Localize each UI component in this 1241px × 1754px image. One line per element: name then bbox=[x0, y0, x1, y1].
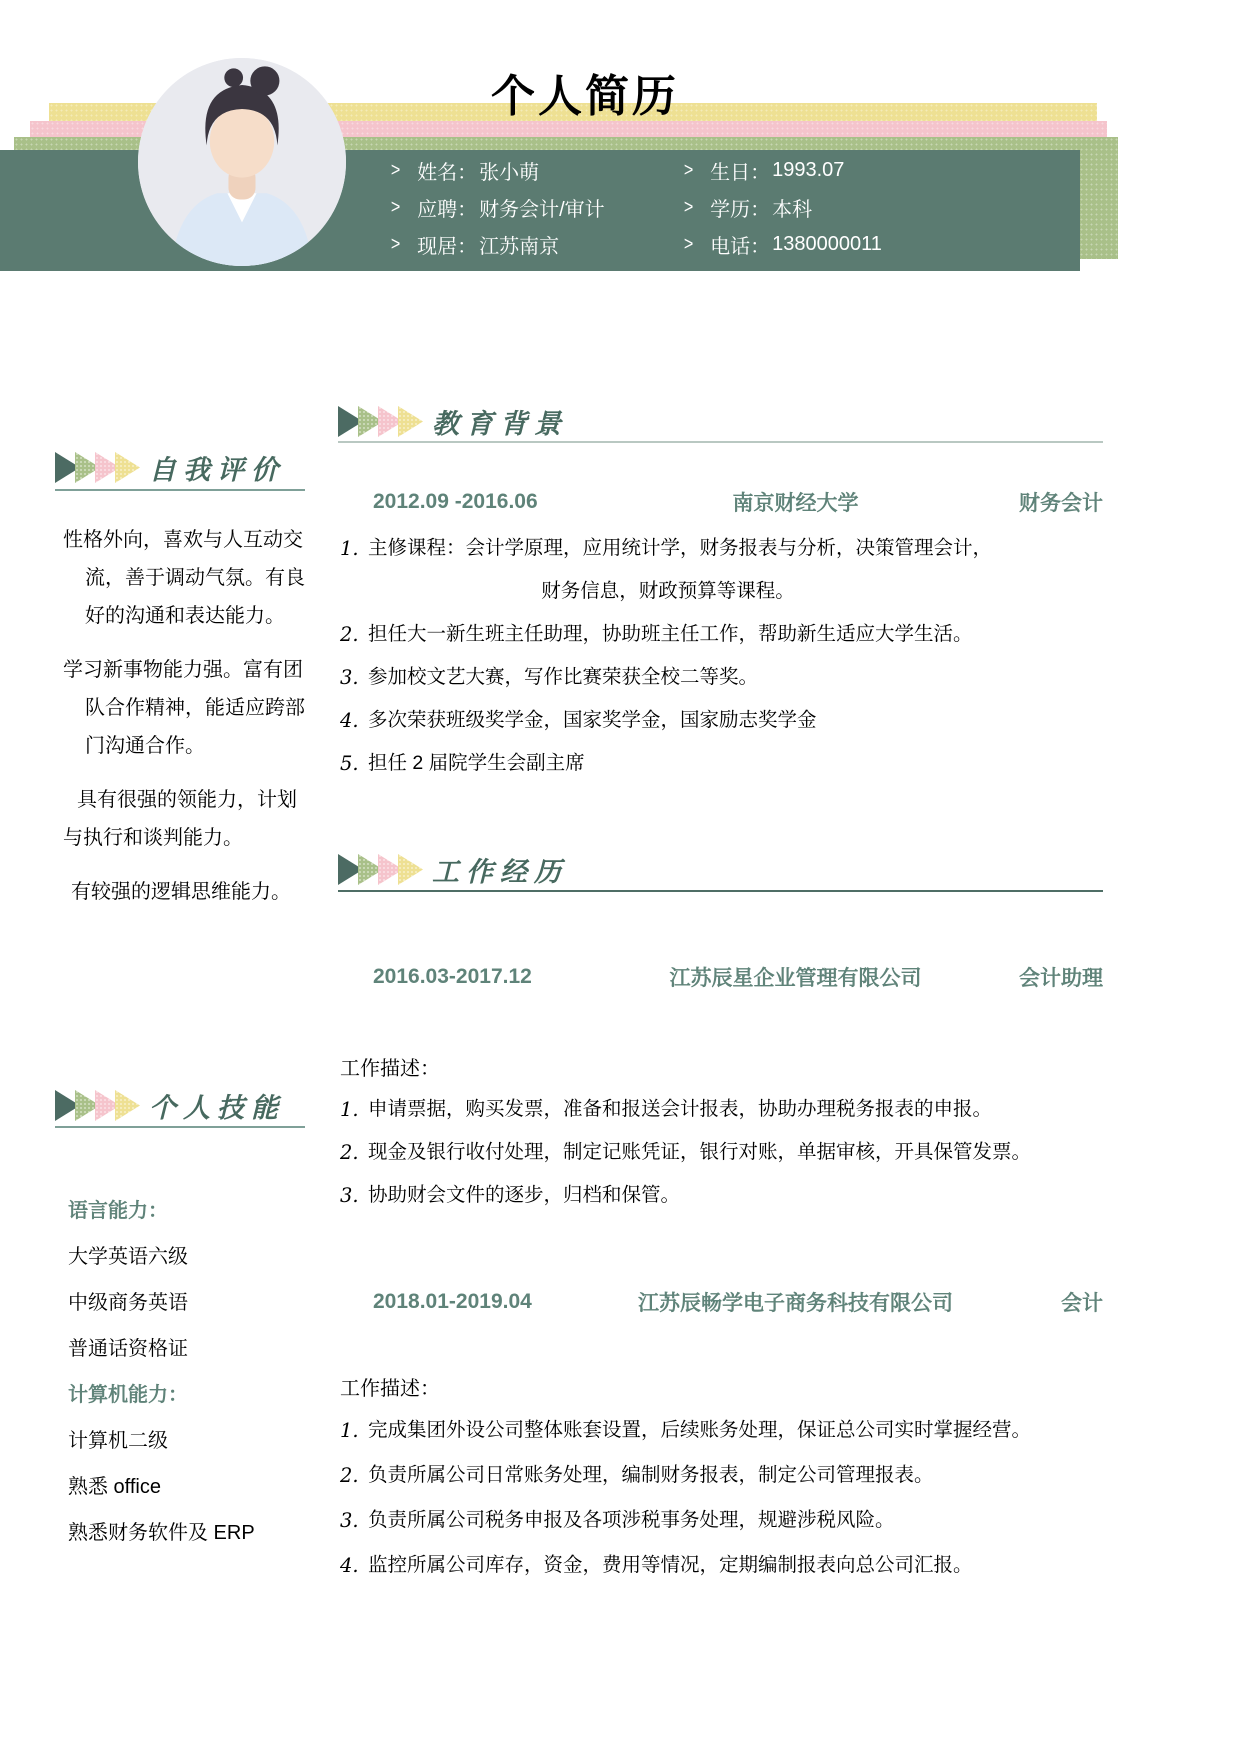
chevron-right-icon: > bbox=[390, 196, 401, 218]
item-text: 监控所属公司库存，资金，费用等情况，定期编制报表向总公司汇报。 bbox=[368, 1554, 973, 1576]
chevron-right-icon: > bbox=[683, 196, 694, 218]
item-number: 5. bbox=[340, 752, 359, 775]
info-label: 学历： bbox=[710, 199, 771, 221]
section-divider bbox=[55, 1126, 305, 1128]
item-number: 1. bbox=[340, 1098, 359, 1121]
list-item bbox=[340, 1453, 1108, 1498]
section-header-education bbox=[338, 402, 568, 441]
job1-meta-row bbox=[340, 962, 1103, 992]
education-major: 财务会计 bbox=[1019, 492, 1103, 515]
item-text: 协助财会文件的逐步，归档和保管。 bbox=[368, 1184, 681, 1206]
section-title: 个人技能 bbox=[149, 1093, 285, 1124]
portrait-photo-icon bbox=[138, 58, 346, 266]
item-text bbox=[368, 527, 1108, 613]
info-label: 现居： bbox=[417, 236, 478, 258]
section-divider bbox=[55, 489, 305, 491]
item-number: 2. bbox=[340, 1464, 359, 1487]
education-item-list bbox=[340, 527, 1108, 785]
skill-group-heading: 计算机能力： bbox=[68, 1384, 188, 1406]
chevron-right-icon: > bbox=[390, 159, 401, 181]
info-value: 1993.07 bbox=[772, 159, 845, 181]
section-title: 教育背景 bbox=[432, 409, 568, 440]
item-text: 参加校文艺大赛，写作比赛荣获全校二等奖。 bbox=[368, 666, 759, 688]
paragraph: 学习新事物能力强。富有团队合作精神，能适应跨部门沟通合作。 bbox=[63, 659, 305, 757]
job-company: 江苏辰星企业管理有限公司 bbox=[669, 967, 922, 990]
paragraph: 性格外向，喜欢与人互动交流，善于调动气氛。有良好的沟通和表达能力。 bbox=[63, 529, 305, 627]
info-value: 江苏南京 bbox=[479, 236, 560, 258]
item-text: 完成集团外设公司整体账套设置，后续账务处理，保证总公司实时掌握经营。 bbox=[368, 1419, 1032, 1441]
info-row-birthday bbox=[683, 152, 983, 189]
item-number: 3. bbox=[340, 1509, 359, 1532]
job1-description-label: 工作描述： bbox=[340, 1058, 440, 1080]
page-title: 个人简历 bbox=[491, 72, 679, 121]
item-text: 负责所属公司日常账务处理，编制财务报表，制定公司管理报表。 bbox=[368, 1464, 934, 1486]
item-text: 申请票据，购买发票，准备和报送会计报表，协助办理税务报表的申报。 bbox=[368, 1098, 993, 1120]
list-item bbox=[340, 656, 1108, 699]
info-row-phone bbox=[683, 226, 983, 263]
section-divider bbox=[338, 890, 1103, 892]
item-text: 多次荣获班级奖学金，国家奖学金，国家励志奖学金 bbox=[368, 709, 817, 731]
skill-item: 大学英语六级 bbox=[68, 1246, 188, 1268]
chevron-right-icon: > bbox=[390, 233, 401, 255]
list-item bbox=[340, 613, 1108, 656]
item-text: 现金及银行收付处理，制定记账凭证，银行对账，单据审核，开具保管发票。 bbox=[368, 1141, 1032, 1163]
list-item bbox=[340, 1088, 1108, 1131]
info-row-degree bbox=[683, 189, 983, 226]
job-company: 江苏辰畅学电子商务科技有限公司 bbox=[638, 1292, 953, 1315]
skill-item: 普通话资格证 bbox=[68, 1338, 188, 1360]
section-header-skills bbox=[55, 1086, 285, 1125]
skills-list bbox=[68, 1188, 318, 1556]
education-school: 南京财经大学 bbox=[732, 492, 859, 515]
skill-item: 熟悉财务软件及 ERP bbox=[68, 1522, 255, 1544]
paragraph: 具有很强的领能力，计划与执行和谈判能力。 bbox=[63, 789, 297, 849]
list-item bbox=[340, 527, 1108, 613]
info-row-name bbox=[390, 152, 670, 189]
avatar bbox=[138, 58, 346, 266]
item-number: 3. bbox=[340, 1184, 359, 1207]
skill-group-heading: 语言能力： bbox=[68, 1200, 168, 1222]
skill-item: 计算机二级 bbox=[68, 1430, 168, 1452]
job-role: 会计 bbox=[1061, 1292, 1103, 1315]
info-label: 应聘： bbox=[417, 199, 478, 221]
item-text: 担任 2 届院学生会副主席 bbox=[368, 752, 585, 774]
job2-item-list bbox=[340, 1408, 1108, 1588]
job-role: 会计助理 bbox=[1019, 967, 1103, 990]
education-meta-row bbox=[340, 487, 1103, 517]
info-label: 电话： bbox=[710, 236, 771, 258]
triangle-icon bbox=[115, 1090, 140, 1121]
skill-item: 中级商务英语 bbox=[68, 1292, 188, 1314]
chevron-right-icon: > bbox=[683, 159, 694, 181]
item-text-line1: 主修课程：会计学原理，应用统计学，财务报表与分析，决策管理会计， bbox=[368, 537, 993, 559]
item-text-line2: 财务信息，财政预算等课程。 bbox=[541, 580, 795, 602]
job-period: 2018.01-2019.04 bbox=[373, 1290, 532, 1313]
list-item bbox=[340, 1408, 1108, 1453]
section-title: 自我评价 bbox=[149, 455, 285, 486]
info-value: 1380000011 bbox=[772, 233, 882, 255]
job2-meta-row bbox=[340, 1287, 1103, 1317]
item-number: 4. bbox=[340, 1554, 359, 1577]
education-period: 2012.09 -2016.06 bbox=[373, 490, 538, 513]
list-item bbox=[340, 1131, 1108, 1174]
job2-description-label: 工作描述： bbox=[340, 1378, 440, 1400]
job1-item-list bbox=[340, 1088, 1108, 1217]
info-value: 张小萌 bbox=[479, 162, 540, 184]
personal-info-column-right bbox=[683, 152, 983, 263]
item-number: 1. bbox=[340, 1419, 359, 1442]
item-text: 担任大一新生班主任助理，协助班主任工作，帮助新生适应大学生活。 bbox=[368, 623, 973, 645]
skill-item: 熟悉 office bbox=[68, 1476, 161, 1498]
triangle-icon bbox=[398, 854, 423, 885]
info-value: 本科 bbox=[772, 199, 813, 221]
list-item bbox=[340, 1498, 1108, 1543]
item-number: 4. bbox=[340, 709, 359, 732]
info-row-residence bbox=[390, 226, 670, 263]
list-item bbox=[340, 742, 1108, 785]
info-value: 财务会计/审计 bbox=[479, 199, 605, 221]
job-period: 2016.03-2017.12 bbox=[373, 965, 532, 988]
section-header-work bbox=[338, 850, 568, 889]
personal-info-column-left bbox=[390, 152, 670, 263]
section-title: 工作经历 bbox=[432, 857, 568, 888]
list-item bbox=[340, 1543, 1108, 1588]
item-number: 1. bbox=[340, 537, 359, 560]
self-evaluation-text bbox=[63, 521, 305, 927]
item-number: 2. bbox=[340, 623, 359, 646]
item-text: 负责所属公司税务申报及各项涉税事务处理，规避涉税风险。 bbox=[368, 1509, 895, 1531]
info-label: 生日： bbox=[710, 162, 771, 184]
item-number: 3. bbox=[340, 666, 359, 689]
triangle-icon bbox=[115, 452, 140, 483]
list-item bbox=[340, 699, 1108, 742]
section-divider bbox=[338, 441, 1103, 443]
paragraph: 有较强的逻辑思维能力。 bbox=[71, 881, 291, 903]
section-header-self-evaluation bbox=[55, 448, 285, 487]
triangle-icon bbox=[398, 406, 423, 437]
info-row-applying bbox=[390, 189, 670, 226]
chevron-right-icon: > bbox=[683, 233, 694, 255]
item-number: 2. bbox=[340, 1141, 359, 1164]
list-item bbox=[340, 1174, 1108, 1217]
info-label: 姓名： bbox=[417, 162, 478, 184]
